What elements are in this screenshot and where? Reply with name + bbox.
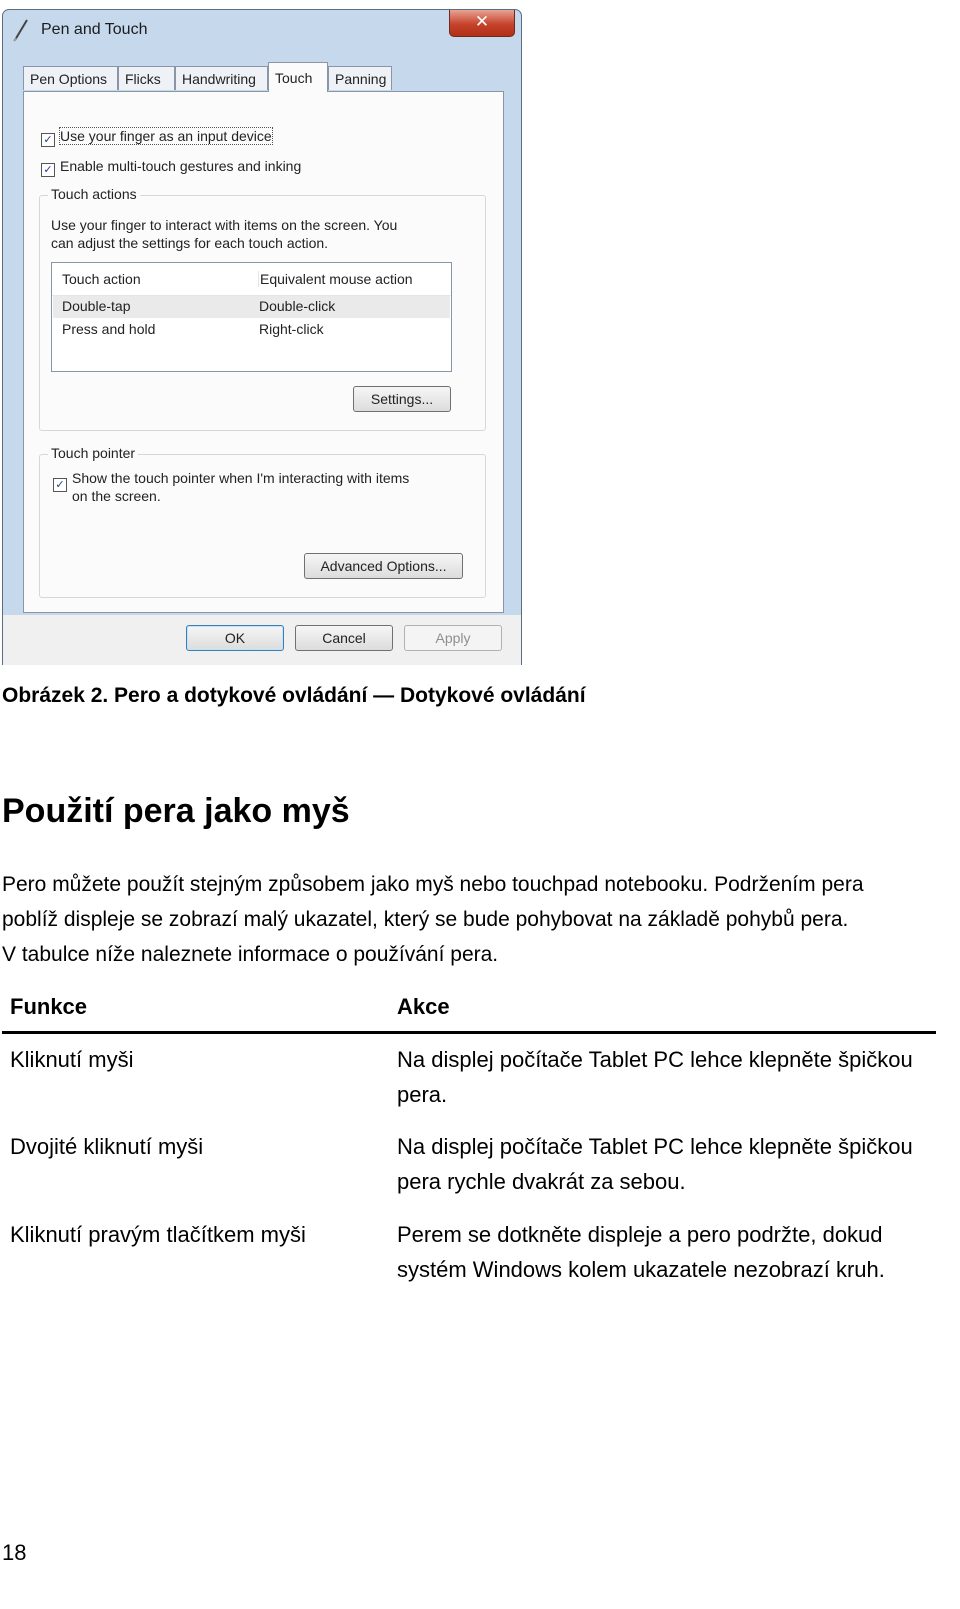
close-icon: ✕ bbox=[474, 12, 490, 31]
page-number: 18 bbox=[2, 1540, 27, 1565]
tab-handwriting[interactable]: Handwriting bbox=[175, 66, 268, 90]
close-button[interactable] bbox=[449, 10, 515, 37]
intro-paragraph bbox=[2, 867, 942, 972]
paragraph-line: Pero můžete použít stejným způsobem jako myš nebo touchpad notebooku. Podržením pera bbox=[2, 873, 864, 896]
table-header-function: Funkce bbox=[10, 994, 88, 1019]
figure-caption: Obrázek 2. Pero a dotykové ovládání — Dotykové ovládání bbox=[2, 684, 586, 707]
checkmark-icon: ✓ bbox=[41, 133, 55, 147]
touch-actions-group bbox=[39, 186, 486, 431]
table-cell-action: pera. bbox=[397, 1082, 448, 1107]
touch-actions-title: Touch actions bbox=[48, 186, 140, 202]
pen-icon bbox=[11, 18, 31, 42]
ok-button[interactable]: OK bbox=[186, 625, 284, 651]
paragraph-line: V tabulce níže naleznete informace o používání pera. bbox=[2, 943, 499, 966]
checkmark-icon: ✓ bbox=[53, 478, 67, 492]
pen-and-touch-dialog bbox=[2, 9, 522, 665]
column-header-mouse-action[interactable]: Equivalent mouse action bbox=[260, 271, 413, 287]
multitouch-checkbox[interactable]: ✓ Enable multi-touch gestures and inking bbox=[41, 158, 301, 177]
finger-input-checkbox[interactable]: ✓ Use your finger as an input device bbox=[41, 128, 272, 147]
tab-touch[interactable]: Touch bbox=[268, 62, 328, 92]
cancel-button[interactable]: Cancel bbox=[295, 625, 393, 651]
table-header-action: Akce bbox=[397, 994, 450, 1019]
table-cell-action: systém Windows kolem ukazatele nezobrazí kruh. bbox=[397, 1257, 885, 1282]
table-cell-function: Dvojité kliknutí myši bbox=[10, 1134, 204, 1159]
section-heading: Použití pera jako myš bbox=[2, 792, 350, 830]
apply-button[interactable]: Apply bbox=[404, 625, 502, 651]
title-bar bbox=[3, 10, 521, 54]
advanced-options-button[interactable]: Advanced Options... bbox=[304, 553, 463, 579]
settings-button[interactable]: Settings... bbox=[353, 386, 451, 412]
dialog-footer bbox=[3, 615, 521, 665]
table-cell-action: Na displej počítače Tablet PC lehce klepněte špičkou bbox=[397, 1047, 913, 1072]
touch-actions-description-2: can adjust the settings for each touch action. bbox=[51, 235, 329, 251]
touch-pointer-group: Touch pointer ✓ Show the touch pointer when I'm interacting with items on the screen. Advanced Options... bbox=[39, 454, 486, 598]
column-header-touch-action[interactable]: Touch action bbox=[62, 271, 141, 287]
table-header-rule bbox=[2, 1031, 936, 1034]
touch-actions-description-1: Use your finger to interact with items on the screen. You bbox=[51, 217, 398, 233]
touch-tab-panel bbox=[23, 91, 504, 613]
table-cell-action: pera rychle dvakrát za sebou. bbox=[397, 1169, 686, 1194]
touch-pointer-title: Touch pointer bbox=[48, 445, 138, 461]
table-cell-action: Perem se dotkněte displeje a pero podržte, dokud bbox=[397, 1222, 883, 1247]
checkmark-icon: ✓ bbox=[41, 163, 55, 177]
list-item[interactable]: Double-tap Double-click bbox=[53, 296, 450, 318]
table-cell-function: Kliknutí pravým tlačítkem myši bbox=[10, 1222, 306, 1247]
touch-actions-list[interactable] bbox=[51, 262, 452, 372]
table-cell-action: Na displej počítače Tablet PC lehce klepněte špičkou bbox=[397, 1134, 913, 1159]
list-item[interactable]: Press and hold Right-click bbox=[62, 321, 324, 337]
table-cell-function: Kliknutí myši bbox=[10, 1047, 134, 1072]
tab-flicks[interactable]: Flicks bbox=[118, 66, 175, 90]
dialog-title: Pen and Touch bbox=[41, 21, 148, 38]
tab-pen-options[interactable]: Pen Options bbox=[23, 66, 118, 90]
paragraph-line: poblíž displeje se zobrazí malý ukazatel, který se bude pohybovat na základě pohybů pera. bbox=[2, 908, 849, 931]
tab-panning[interactable]: Panning bbox=[328, 66, 392, 90]
list-header bbox=[52, 263, 451, 296]
